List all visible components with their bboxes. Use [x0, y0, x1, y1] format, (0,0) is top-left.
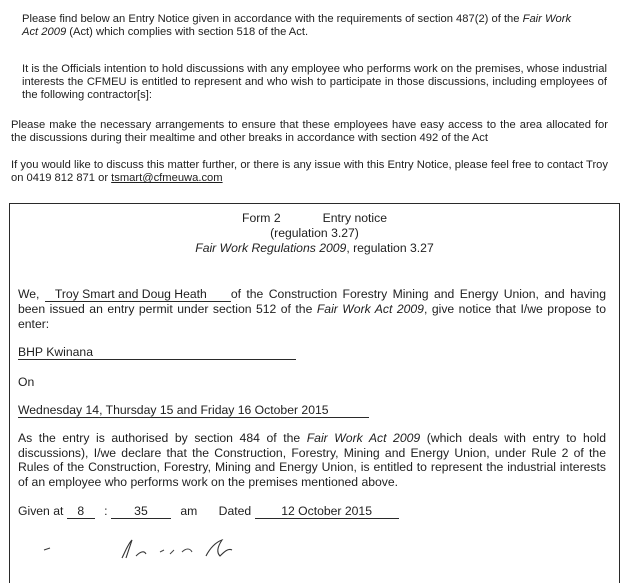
premises-field: BHP Kwinana [18, 345, 296, 360]
given-at-label: Given at [18, 504, 64, 518]
dated-label: Dated [218, 504, 252, 518]
official-names: Troy Smart and Doug Heath [45, 288, 231, 302]
we-paragraph: We, Troy Smart and Doug Heath of the Construction Forestry Mining and Energy Union, and having been issued an entry permit under section 512 of the Fair Work Act 2009, give notice that I/we propose to enter: [18, 287, 606, 331]
arrangements-paragraph: Please make the necessary arrangements to ensure that these employees have easy access to the area allocated for the discussions during their mealtime and other breaks in accordance with section 492 of the Act [11, 119, 608, 145]
form-number: Form 2 [242, 211, 281, 225]
on-label: On [18, 375, 35, 389]
entry-dates-field: Wednesday 14, Thursday 15 and Friday 16 October 2015 [18, 403, 369, 418]
form-regulations-ref: Fair Work Regulations 2009, regulation 3.27 [195, 241, 434, 255]
email-link[interactable]: tsmart@cfmeuwa.com [111, 172, 223, 185]
given-at-line: Given at 8 : 35 am Dated 12 October 2015 [18, 504, 608, 519]
given-minute: 35 [111, 505, 171, 519]
form-type: Entry notice [322, 211, 387, 225]
dated-value: 12 October 2015 [255, 505, 399, 519]
contact-paragraph: If you would like to discuss this matter further, or there is any issue with this Entry Notice, please feel free to contact Troy on 0419 812 871 or tsmart@cfmeuwa.com [11, 159, 608, 185]
form-regulation: (regulation 3.27) [270, 226, 359, 240]
given-ampm: am [180, 504, 198, 518]
intro-paragraph: Please find below an Entry Notice given in accordance with the requirements of section 487(2) of the Fair Work Act 2009 (Act) which complies with section 518 of the Act. [22, 13, 572, 39]
entry-notice-form [9, 203, 620, 583]
authorisation-paragraph: As the entry is authorised by section 484 of the Fair Work Act 2009 (which deals with entry to hold discussions), I/we declare that the Construction, Forestry, Mining and Energy Union, under Rule 2 of the Rules of the Construction, Forestry, Mining and Energy Union, is entitled to represent the industrial interests of an employee who performs work on the premises mentioned above. [18, 431, 606, 489]
given-hour: 8 [67, 505, 95, 519]
form-title [9, 211, 620, 226]
signature-mark [40, 536, 280, 560]
discussion-paragraph: It is the Officials intention to hold discussions with any employee who performs work on the premises, whose industrial interests the CFMEU is entitled to represent and who wish to participate in those discussions, including employees of the following contractor[s]: [22, 63, 607, 102]
